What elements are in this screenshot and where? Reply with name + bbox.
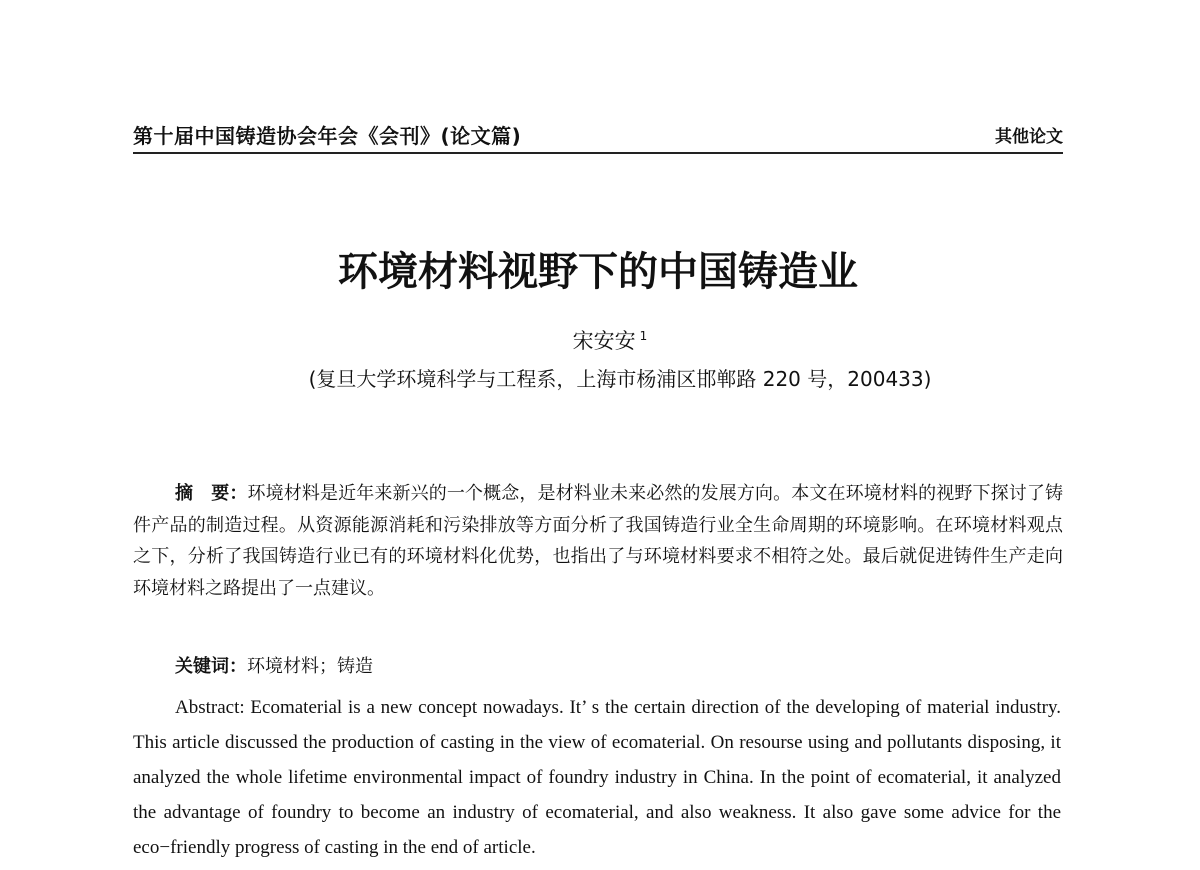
keywords xyxy=(175,652,373,678)
author-name: 宋安安 xyxy=(572,329,636,353)
keywords-label: 关键词： xyxy=(175,656,247,677)
author-affiliation: (复旦大学环境科学与工程系，上海市杨浦区邯郸路 220 号，200433) xyxy=(308,367,932,391)
abstract-text: 环境材料是近年来新兴的一个概念，是材料业未来必然的发展方向。本文在环境材料的视野下探讨了铸件产品的制造过程。从资源能源消耗和污染排放等方面分析了我国铸造行业全生命周期的环境影响。在环境材料观点之下，分析了我国铸造行业已有的环境材料化优势，也指出了与环境材料要求不相符之处。最后就促进铸件生产走向环境材料之路提出了一点建议。 xyxy=(133,483,1063,599)
header-divider xyxy=(133,152,1063,154)
author-superscript: 1 xyxy=(639,329,648,343)
keywords-text: 环境材料；铸造 xyxy=(247,656,373,677)
english-abstract: Abstract: Ecomaterial is a new concept nowadays. It’ s the certain direction of the developing of material industry. This article discussed the production of casting in the view of ecomaterial. On resourse using and pollutants disposing, it analyzed the whole lifetime environmental impact of foundry industry in China. In the point of ecomaterial, it analyzed the advantage of foundry to become an industry of ecomaterial, and also weakness. It also gave some advice for the eco−friendly progress of casting in the end of article. xyxy=(133,697,1061,858)
section-label: 其他论文 xyxy=(995,127,1063,147)
paper-title: 环境材料视野下的中国铸造业 xyxy=(338,249,858,295)
author-line xyxy=(0,325,1200,355)
journal-name: 第十届中国铸造协会年会《会刊》(论文篇) xyxy=(133,124,522,148)
running-header xyxy=(133,118,1063,156)
chinese-abstract xyxy=(133,478,1063,604)
abstract-label: 摘 要： xyxy=(175,483,248,504)
